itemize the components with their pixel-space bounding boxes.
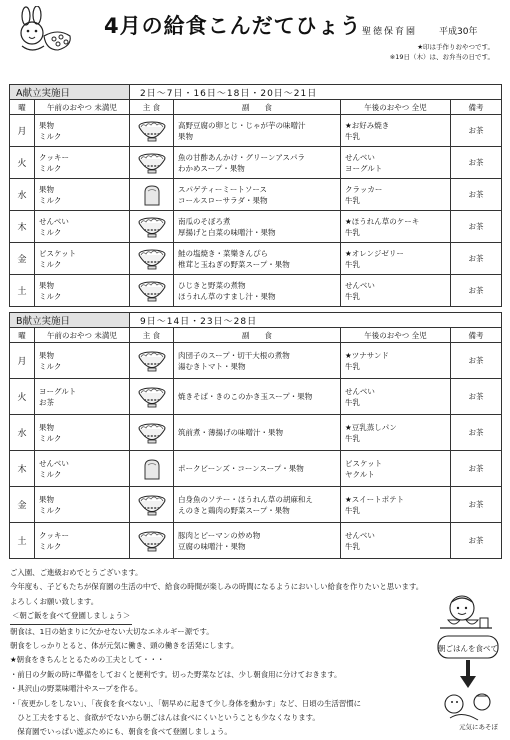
footer-line: よろしくお願い致します。 (10, 596, 99, 606)
am-snack-item: ミルク (39, 433, 62, 443)
rice-bowl-icon (130, 243, 174, 275)
col-am-snack-header: 午前のおやつ 未満児 (35, 328, 130, 343)
remarks-cell: お茶 (451, 147, 502, 179)
era-year: 平成30年 (439, 27, 478, 37)
menu-row (10, 147, 502, 179)
am-snack-item: 果物 (39, 494, 54, 504)
rice-bowl-icon (130, 487, 174, 523)
menu-table-b (9, 312, 502, 559)
menu-row (10, 451, 502, 487)
remarks-cell: お茶 (451, 115, 502, 147)
rice-bowl-icon (130, 147, 174, 179)
lunchbox-note: ※19日（木）は、お弁当の日です。 (389, 53, 494, 61)
am-snack-item: 果物 (39, 120, 54, 130)
side-dish-cell (174, 415, 341, 451)
day-cell: 土 (10, 523, 35, 559)
pm-snack-cell (341, 147, 451, 179)
remarks-cell: お茶 (451, 451, 502, 487)
pm-snack-item: ★豆乳蒸しパン (345, 422, 397, 432)
pm-snack-item: 牛乳 (345, 397, 360, 407)
remarks-cell: お茶 (451, 243, 502, 275)
pm-snack-item: ★オレンジゼリー (345, 248, 404, 258)
remarks-cell: お茶 (451, 179, 502, 211)
am-snack-item: ヨーグルト (39, 386, 77, 396)
remarks-cell: お茶 (451, 379, 502, 415)
am-snack-item: ミルク (39, 291, 62, 301)
day-cell: 月 (10, 343, 35, 379)
am-snack-item: ミルク (39, 195, 62, 205)
pm-snack-item: ★スイートポテト (345, 494, 405, 504)
menu-row (10, 179, 502, 211)
am-snack-item: クッキー (39, 152, 69, 162)
am-snack-item: ミルク (39, 259, 62, 269)
am-snack-item: ビスケット (39, 248, 77, 258)
am-snack-cell (35, 275, 130, 307)
rice-bowl-icon (130, 275, 174, 307)
footer-line: ご入園、ご進級おめでとうございます。 (10, 568, 143, 577)
side-dish-item: 肉団子のスープ・切干大根の煮物 (178, 350, 290, 360)
am-snack-cell (35, 379, 130, 415)
pm-snack-cell (341, 415, 451, 451)
pm-snack-item: ビスケット (345, 458, 383, 468)
day-cell: 金 (10, 487, 35, 523)
menu-row (10, 487, 502, 523)
menu-row (10, 523, 502, 559)
am-snack-cell (35, 147, 130, 179)
side-dish-item: 高野豆腐の卵とじ・じゃが芋の味噌汁 (178, 120, 306, 130)
side-dish-item: ポークビーンズ・コーンスープ・果物 (178, 464, 304, 473)
footer-line: 朝食をしっかりとると、体が元気に働き、頭の働きを活発にします。 (10, 641, 239, 651)
menu-row (10, 343, 502, 379)
pm-snack-cell (341, 211, 451, 243)
side-dish-item: 椎茸と玉ねぎの野菜スープ・果物 (178, 259, 290, 269)
side-dish-cell (174, 115, 341, 147)
bread-icon (130, 179, 174, 211)
col-day-header: 曜 (10, 328, 35, 343)
pm-snack-item: 牛乳 (345, 195, 360, 205)
pm-snack-item: 牛乳 (345, 227, 360, 237)
day-cell: 月 (10, 115, 35, 147)
am-snack-item: クッキー (39, 530, 69, 540)
menu-row (10, 211, 502, 243)
pm-snack-item: ★ほうれん草のケーキ (345, 216, 420, 226)
rice-bowl-icon (130, 523, 174, 559)
am-snack-item: ミルク (39, 469, 62, 479)
side-dish-item: コールスローサラダ・果物 (178, 195, 268, 205)
footer-line: ・「夜更かしをしない」、「夜食を食べない」、「朝早めに起きて少し身体を動かす」など、日頃の生活習慣に (10, 698, 362, 708)
rice-bowl-icon (130, 115, 174, 147)
remarks-cell: お茶 (451, 275, 502, 307)
side-dish-item: 筑前煮・薄揚げの味噌汁・果物 (178, 428, 283, 437)
am-snack-cell (35, 211, 130, 243)
pm-snack-item: 牛乳 (345, 259, 360, 269)
footer-line: ひと工夫をすると、食欲がでないから朝ごはんは食べにくいということも少なくなります。 (10, 713, 320, 723)
bread-icon (130, 451, 174, 487)
col-side-header: 副 食 (174, 328, 341, 343)
pm-snack-cell (341, 343, 451, 379)
col-remarks-header: 備考 (451, 100, 502, 115)
pm-snack-item: せんべい (345, 386, 375, 396)
pm-snack-cell (341, 275, 451, 307)
col-am-snack-header: 午前のおやつ 未満児 (35, 100, 130, 115)
am-snack-cell (35, 451, 130, 487)
remarks-cell: お茶 (451, 343, 502, 379)
day-cell: 金 (10, 243, 35, 275)
remarks-cell: お茶 (451, 523, 502, 559)
am-snack-cell (35, 115, 130, 147)
side-dish-item: 豚肉とピーマンの炒め物 (178, 530, 261, 540)
day-cell: 土 (10, 275, 35, 307)
side-dish-cell (174, 451, 341, 487)
pm-snack-item: 牛乳 (345, 361, 360, 371)
side-dish-item: スパゲティーミートソース (178, 184, 268, 194)
school-name: 聖徳保育園 (362, 27, 418, 37)
am-snack-cell (35, 523, 130, 559)
set-b-dates: 9日～14日・23日～28日 (130, 313, 502, 328)
pm-snack-item: せんべい (345, 280, 375, 290)
side-dish-item: 湯むきトマト・果物 (178, 361, 246, 371)
menu-row (10, 243, 502, 275)
am-snack-item: ミルク (39, 505, 62, 515)
side-dish-item: 焼きそば・きのこのかき玉スープ・果物 (178, 392, 313, 401)
pm-snack-item: ヤクルト (345, 469, 375, 479)
footer-line: ・前日の夕飯の時に準備をしておくと便利です。切った野菜などは、少し朝食用に分けておきます。 (10, 669, 342, 679)
pm-snack-item: せんべい (345, 152, 375, 162)
side-dish-cell (174, 487, 341, 523)
breakfast-heading: ＜朝ご飯を食べて登園しましょう＞ (10, 609, 132, 624)
menu-row (10, 115, 502, 147)
am-snack-cell (35, 487, 130, 523)
set-a-dates: 2日～7日・16日～18日・20日～21日 (130, 85, 502, 100)
page-title: 4月の給食こんだてひょう (104, 14, 362, 38)
side-dish-item: 魚の甘酢あんかけ・グリーンアスパラ (178, 152, 306, 162)
col-side-header: 副 食 (174, 100, 341, 115)
am-snack-item: ミルク (39, 361, 62, 371)
pm-snack-item: 牛乳 (345, 541, 360, 551)
rice-bowl-icon (130, 379, 174, 415)
am-snack-item: せんべい (39, 216, 69, 226)
footer-notes (10, 566, 430, 740)
col-pm-snack-header: 午後のおやつ 全児 (341, 328, 451, 343)
pm-snack-cell (341, 379, 451, 415)
am-snack-item: せんべい (39, 458, 69, 468)
side-dish-item: 果物 (178, 131, 193, 141)
pm-snack-item: 牛乳 (345, 131, 360, 141)
rabbit-mascot-icon (10, 6, 80, 58)
day-cell: 水 (10, 179, 35, 211)
side-dish-cell (174, 179, 341, 211)
pm-snack-item: クラッカー (345, 184, 383, 194)
pm-snack-item: ヨーグルト (345, 163, 383, 173)
pm-snack-item: せんべい (345, 530, 375, 540)
am-snack-cell (35, 343, 130, 379)
side-dish-cell (174, 275, 341, 307)
footer-line: ・具沢山の野菜味噌汁やスープを作る。 (10, 684, 143, 694)
side-dish-item: 厚揚げと白菜の味噌汁・果物 (178, 227, 276, 237)
menu-row (10, 379, 502, 415)
col-staple-header: 主 食 (130, 100, 174, 115)
day-cell: 火 (10, 147, 35, 179)
section-heading (10, 609, 430, 624)
menu-row (10, 275, 502, 307)
rice-bowl-icon (130, 415, 174, 451)
am-snack-cell (35, 415, 130, 451)
rice-bowl-icon (130, 343, 174, 379)
side-dish-item: ひじきと野菜の煮物 (178, 280, 246, 290)
side-dish-item: 南瓜のそぼろ煮 (178, 216, 231, 226)
menu-row (10, 415, 502, 451)
col-remarks-header: 備考 (451, 328, 502, 343)
side-dish-item: 豆腐の味噌汁・果物 (178, 541, 246, 551)
am-snack-cell (35, 179, 130, 211)
pm-snack-item: ★ツナサンド (345, 350, 389, 360)
set-a-label: A献立実施日 (10, 85, 130, 100)
am-snack-item: ミルク (39, 227, 62, 237)
side-dish-item: 鮭の塩焼き・菜樂きんぴら (178, 248, 268, 258)
side-dish-cell (174, 147, 341, 179)
pm-snack-cell (341, 115, 451, 147)
remarks-cell: お茶 (451, 487, 502, 523)
page-header (6, 4, 506, 60)
side-dish-cell (174, 243, 341, 275)
pm-snack-cell (341, 487, 451, 523)
am-snack-item: 果物 (39, 184, 54, 194)
side-dish-item: えのきと鶏肉の野菜スープ・果物 (178, 505, 290, 515)
day-cell: 火 (10, 379, 35, 415)
remarks-cell: お茶 (451, 415, 502, 451)
footer-line: 朝食は、1日の始まりに欠かせない大切なエネルギー源です。 (10, 626, 214, 636)
col-day-header: 曜 (10, 100, 35, 115)
illus-signature: 元気にあそぼ (459, 723, 498, 731)
footer-line: 今年度も、子どもたちが保育園の生活の中で、給食の時間が楽しみの時間になるようにおいしい給食を作りたいと思います。 (10, 582, 424, 592)
side-dish-cell (174, 379, 341, 415)
am-snack-item: 果物 (39, 422, 54, 432)
am-snack-item: 果物 (39, 350, 54, 360)
am-snack-item: お茶 (39, 397, 54, 407)
pm-snack-item: ★お好み焼き (345, 120, 390, 130)
side-dish-cell (174, 343, 341, 379)
remarks-cell: お茶 (451, 211, 502, 243)
day-cell: 木 (10, 451, 35, 487)
pm-snack-cell (341, 179, 451, 211)
pm-snack-cell (341, 451, 451, 487)
pm-snack-cell (341, 243, 451, 275)
am-snack-item: 果物 (39, 280, 54, 290)
illus-caption: 朝ごはんを食べて (438, 644, 498, 653)
day-cell: 木 (10, 211, 35, 243)
side-dish-cell (174, 523, 341, 559)
side-dish-item: ほうれん草のすまし汁・果物 (178, 291, 276, 301)
am-snack-item: ミルク (39, 131, 62, 141)
side-dish-item: 白身魚のソテー・ほうれん草の胡麻和え (178, 494, 313, 504)
breakfast-illustration-icon (432, 592, 504, 732)
am-snack-item: ミルク (39, 541, 62, 551)
menu-table-a (9, 84, 502, 307)
day-cell: 水 (10, 415, 35, 451)
set-b-label: B献立実施日 (10, 313, 130, 328)
am-snack-cell (35, 243, 130, 275)
handmade-note: ★印は手作りおやつです。 (417, 43, 494, 51)
col-staple-header: 主 食 (130, 328, 174, 343)
footer-line: ★朝食をきちんととるための工夫として・・・ (10, 655, 165, 665)
side-dish-cell (174, 211, 341, 243)
rice-bowl-icon (130, 211, 174, 243)
am-snack-item: ミルク (39, 163, 62, 173)
col-pm-snack-header: 午後のおやつ 全児 (341, 100, 451, 115)
pm-snack-item: 牛乳 (345, 505, 360, 515)
side-dish-item: わかめスープ・果物 (178, 163, 245, 173)
pm-snack-cell (341, 523, 451, 559)
footer-line: 保育園でいっぱい遊ぶためにも、朝食を食べて登園しましょう。 (10, 727, 232, 737)
pm-snack-item: 牛乳 (345, 433, 360, 443)
pm-snack-item: 牛乳 (345, 291, 360, 301)
